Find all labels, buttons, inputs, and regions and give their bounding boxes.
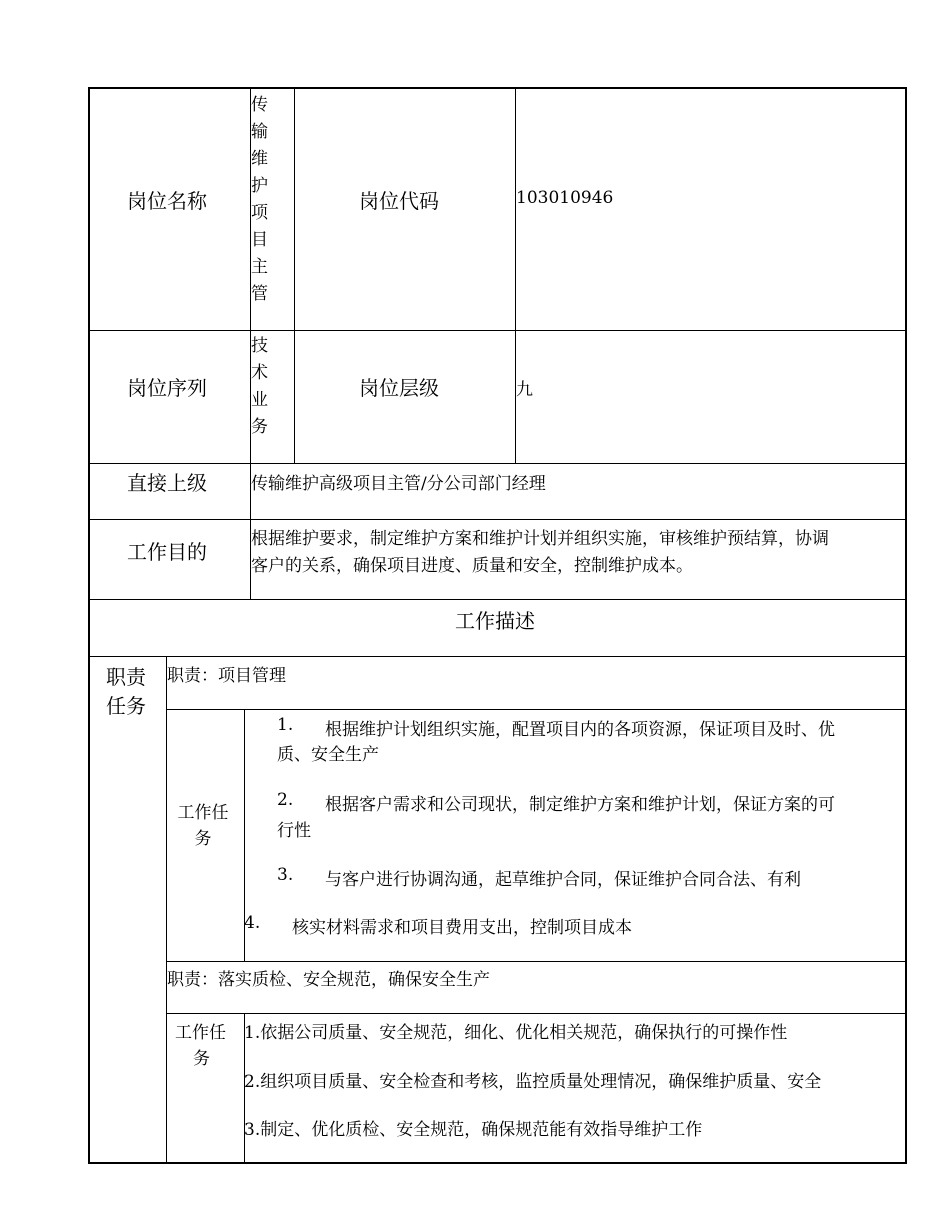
row-divider [88,656,907,657]
column-divider [166,656,167,1164]
task-number: 2. [277,790,294,810]
task-label: 工作任 [175,1023,226,1043]
task-text: 与客户进行协调沟通，起草维护合同，保证维护合同合法、有利 [325,870,801,890]
row-divider [166,709,907,710]
column-divider [294,87,295,463]
task-number: 1. [277,715,294,735]
purpose-label: 工作目的 [127,540,207,564]
task-label: 工作任务 [177,803,229,849]
sequence-label: 岗位序列 [127,376,207,400]
purpose-line: 根据维护要求，制定维护方案和维护计划并组织实施，审核维护预结算，协调 [251,529,829,549]
purpose-line: 客户的关系，确保项目进度、质量和安全，控制维护成本。 [251,556,693,576]
duty-label: 任务 [106,694,146,718]
level-label: 岗位层级 [359,376,439,400]
task-text: 质、安全生产 [277,745,379,765]
position-code-label: 岗位代码 [359,189,439,213]
responsibility-title: 职责：项目管理 [167,666,286,686]
superior-value: 传输维护高级项目主管/分公司部门经理 [251,474,546,494]
row-divider [88,599,907,600]
row-divider [88,330,907,331]
column-divider [515,87,516,463]
responsibility-title: 职责：落实质检、安全规范，确保安全生产 [167,970,490,990]
task-text: 2.组织项目质量、安全检查和考核，监控质量处理情况，确保维护质量、安全 [244,1072,822,1092]
position-name-label: 岗位名称 [127,189,207,213]
row-divider [166,1013,907,1014]
duty-label: 职责 [106,665,146,689]
task-number: 3. [277,865,294,885]
task-text: 根据客户需求和公司现状，制定维护方案和维护计划，保证方案的可 [325,795,835,815]
row-divider [88,519,907,520]
superior-label: 直接上级 [127,471,207,495]
task-number: 4. [244,913,261,933]
task-label: 务 [193,1049,210,1069]
row-divider [166,961,907,962]
task-text: 行性 [277,821,311,841]
sequence-value: 技术业务 [251,336,268,437]
position-code-value: 103010946 [516,188,614,208]
task-text: 1.依据公司质量、安全规范，细化、优化相关规范，确保执行的可操作性 [244,1023,788,1043]
level-value: 九 [516,380,533,400]
description-title: 工作描述 [455,609,535,633]
position-name-value: 传输维护项目主管 [251,95,268,304]
task-text: 3.制定、优化质检、安全规范，确保规范能有效指导维护工作 [244,1120,703,1140]
row-divider [88,463,907,464]
task-text: 根据维护计划组织实施，配置项目内的各项资源，保证项目及时、优 [325,720,835,740]
task-text: 核实材料需求和项目费用支出，控制项目成本 [292,918,632,938]
